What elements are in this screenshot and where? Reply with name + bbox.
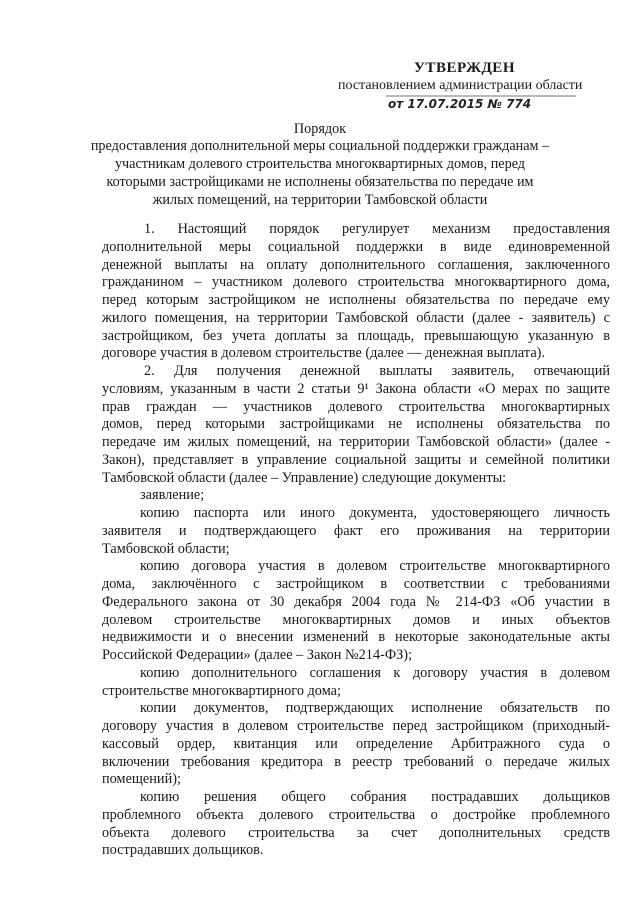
list-item-continuation: договору участия в долевом строительстве перед застройщиком (приходный- (102, 718, 610, 734)
body-line: дополнительной меры социальной поддержки в виде единовременной (102, 238, 610, 255)
body-line: договоре участия в долевом строительстве (далее — денежная выплата). (102, 345, 546, 362)
list-item: копии документов, подтверждающих исполнение обязательств по (140, 700, 610, 717)
list-item-continuation: помещений); (102, 771, 181, 788)
body-line: застройщиком, без учета доплаты за площадь, превышающую указанную в (102, 327, 610, 344)
list-item: копию паспорта или иного документа, удостоверяющего личность (140, 505, 610, 521)
document-subtitle-line: которыми застройщиками не исполнены обязательства по передаче им (106, 174, 534, 190)
list-item-continuation: включении требования кредитора в реестр требований о передаче жилых (102, 753, 610, 770)
list-item-continuation: объекта долевого строительства за счет дополнительных средств (102, 824, 610, 841)
list-item-continuation: заявителя и подтверждающего факт его проживания на территории (102, 522, 610, 539)
list-item-continuation: строительстве многоквартирного дома; (102, 682, 341, 699)
list-item-continuation: пострадавших дольщиков. (102, 842, 264, 859)
body-line: 2. Для получения денежной выплаты заявитель, отвечающий (144, 363, 610, 379)
body-line: гражданином – участником долевого строительства многоквартирного дома, (102, 274, 610, 291)
body-line: домов, перед которыми застройщиками не исполнены обязательства по (102, 416, 610, 433)
list-item-continuation: Федерального закона от 30 декабря 2004 года № 214-ФЗ «Об участии в (102, 593, 610, 610)
list-item-continuation: недвижимости и о внесении изменений в некоторые законодательные акты (102, 629, 610, 646)
body-line: перед которым застройщиком не исполнены обязательства по передаче ему (102, 292, 610, 308)
list-item: копию решения общего собрания пострадавших дольщиков (140, 789, 610, 805)
handwritten-date-number (386, 93, 576, 113)
document-subtitle-line: участникам долевого строительства многоквартирных домов, перед (114, 156, 526, 172)
document-subtitle-line: жилых помещений, на территории Тамбовской области (152, 192, 488, 208)
approval-authority: постановлением администрации области (338, 78, 583, 93)
list-item-continuation: кассовый ордер, квитанция или определение Арбитражного суда о (102, 735, 610, 752)
list-item: заявление; (140, 487, 205, 504)
list-item-continuation: дома, заключённого с застройщиком в соответствии с требованиями (102, 576, 610, 592)
body-line: передаче им жилых помещений, на территории Тамбовской области» (далее - (102, 434, 610, 450)
body-line: условиям, указанным в части 2 статьи 9¹ Закона области «О мерах по защите (102, 380, 610, 397)
list-item-continuation: Тамбовской области; (102, 540, 230, 557)
list-item-continuation: долевом строительстве многоквартирных домов и иных объектов (102, 611, 610, 628)
list-item: копию дополнительного соглашения к договору участия в долевом (140, 664, 610, 681)
body-line: 1. Настоящий порядок регулирует механизм предоставления (144, 221, 610, 237)
body-line: денежной выплаты на оплату дополнительного соглашения, заключенного (102, 256, 610, 273)
document-subtitle-line: предоставления дополнительной меры социальной поддержки гражданам – (90, 138, 550, 154)
approval-heading: УТВЕРЖДЕН (414, 60, 515, 76)
list-item-continuation: проблемного объекта долевого строительства о достройке проблемного (102, 806, 610, 823)
handwritten-date-number-text: от 17.07.2015 № 774 (388, 97, 532, 111)
body-line: жилого помещения, на территории Тамбовской области (далее - заявитель) с (102, 309, 610, 326)
list-item-continuation: Российской Федерации» (далее – Закон №214-ФЗ); (102, 647, 413, 663)
body-line: Тамбовской области (далее – Управление) следующие документы: (102, 469, 507, 486)
body-line: прав граждан — участников долевого строительства многоквартирных (102, 398, 610, 415)
document-title: Порядок (293, 121, 347, 137)
body-line: Закон), представляет в управление социальной защиты и семейной политики (102, 451, 610, 468)
list-item: копию договора участия в долевом строительстве многоквартирного (140, 558, 610, 575)
